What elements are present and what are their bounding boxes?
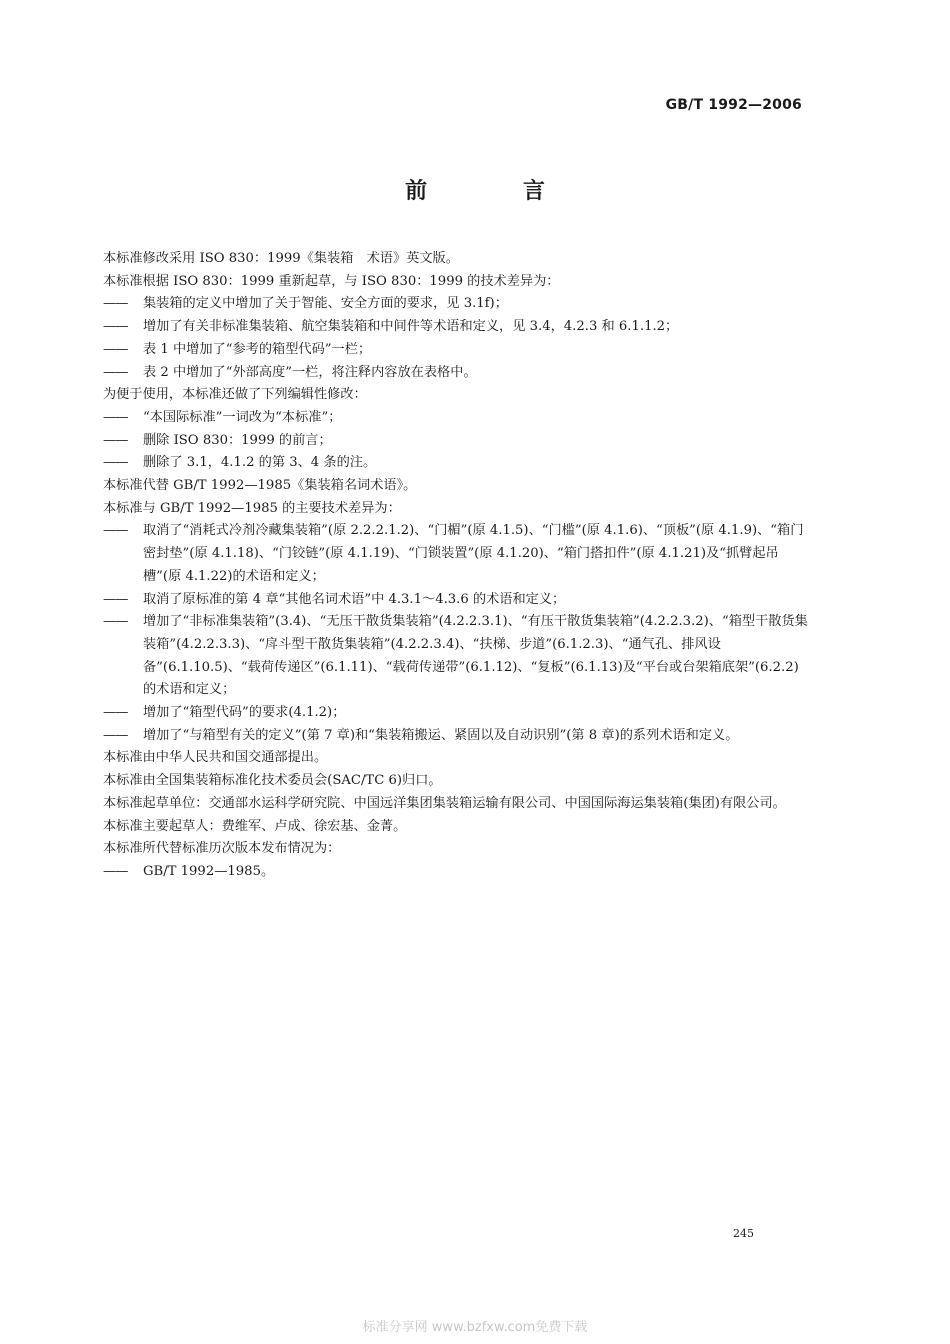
paragraph: 本标准与 GB/T 1992—1985 的主要技术差异为： xyxy=(103,500,401,516)
list-item xyxy=(103,316,811,339)
list-item xyxy=(103,589,811,612)
page-title: 前 言 xyxy=(405,179,589,204)
foreword-body xyxy=(103,248,811,884)
list-item xyxy=(103,520,811,588)
paragraph: 本标准起草单位：交通部水运科学研究院、中国远洋集团集装箱运输有限公司、中国国际海运集装箱(集团)有限公司。 xyxy=(103,795,786,811)
list-item-text: GB/T 1992—1985。 xyxy=(143,863,275,879)
paragraph: 本标准代替 GB/T 1992—1985《集装箱名词术语》。 xyxy=(103,478,417,494)
list-item xyxy=(103,725,811,748)
dash-marker: —— xyxy=(103,341,128,357)
paragraph: 为便于使用，本标准还做了下列编辑性修改： xyxy=(103,387,367,403)
list-item-text: 表 2 中增加了“外部高度”一栏，将注释内容放在表格中。 xyxy=(143,364,477,380)
list-item xyxy=(103,611,811,702)
list-item xyxy=(103,430,811,453)
dash-marker: —— xyxy=(103,364,128,380)
dash-marker: —— xyxy=(103,455,128,471)
list-item-text: 集装箱的定义中增加了关于智能、安全方面的要求，见 3.1f)； xyxy=(143,296,508,312)
list-item xyxy=(103,452,811,475)
dash-marker: —— xyxy=(103,409,128,425)
dash-marker: —— xyxy=(103,523,128,539)
dash-marker: —— xyxy=(103,432,128,448)
dash-marker: —— xyxy=(103,705,128,721)
list-item-text: 增加了“与箱型有关的定义”(第 7 章)和“集装箱搬运、紧固以及自动识别”(第 8 章)的系列术语和定义。 xyxy=(143,727,739,743)
paragraph: 本标准由全国集装箱标准化技术委员会(SAC/TC 6)归口。 xyxy=(103,773,442,789)
dash-marker: —— xyxy=(103,863,128,879)
paragraph: 本标准根据 ISO 830：1999 重新起草，与 ISO 830：1999 的技术差异为： xyxy=(103,273,560,289)
list-item xyxy=(103,362,811,385)
list-item-text: “本国际标准”一词改为“本标准”； xyxy=(143,409,342,425)
list-item-text: 增加了有关非标准集装箱、航空集装箱和中间件等术语和定义，见 3.4，4.2.3 和 6.1.1.2； xyxy=(143,319,679,335)
list-item xyxy=(103,702,811,725)
list-item xyxy=(103,407,811,430)
watermark: 标准分享网 www.bzfxw.com免费下载 xyxy=(362,1320,588,1335)
dash-marker: —— xyxy=(103,614,128,630)
standard-code: GB/T 1992—2006 xyxy=(665,97,802,113)
list-item xyxy=(103,293,811,316)
list-item xyxy=(103,339,811,362)
list-item-text: 删除 ISO 830：1999 的前言； xyxy=(143,432,332,448)
dash-marker: —— xyxy=(103,727,128,743)
list-item-text: 取消了原标准的第 4 章“其他名词术语”中 4.3.1～4.3.6 的术语和定义； xyxy=(143,591,566,607)
list-item-text: 取消了“消耗式冷剂冷藏集装箱”(原 2.2.2.1.2)、“门楣”(原 4.1.5)、“门槛”(原 4.1.6)、“顶板”(原 4.1.9)、“箱门密封垫”(原 4.1.18)、“门铰链”(原 4.1.19)、“门锁装置”(原 4.1.20)、“箱门搭扣件”(原 4.1.21)及“抓臂起吊槽”(原 4.1.22)的术语和定义； xyxy=(143,523,804,584)
page-number: 245 xyxy=(733,1227,754,1240)
paragraph: 本标准所代替标准历次版本发布情况为： xyxy=(103,841,341,857)
dash-marker: —— xyxy=(103,319,128,335)
dash-marker: —— xyxy=(103,296,128,312)
dash-marker: —— xyxy=(103,591,128,607)
list-item-text: 增加了“箱型代码”的要求(4.1.2)； xyxy=(143,705,346,721)
paragraph: 本标准修改采用 ISO 830：1999《集装箱 术语》英文版。 xyxy=(103,251,459,266)
paragraph: 本标准主要起草人：费维军、卢成、徐宏基、金菁。 xyxy=(103,818,407,834)
list-item-text: 删除了 3.1，4.1.2 的第 3、4 条的注。 xyxy=(143,455,377,471)
list-item-text: 增加了“非标准集装箱”(3.4)、“无压干散货集装箱”(4.2.2.3.1)、“有压干散货集装箱”(4.2.2.3.2)、“箱型干散货集装箱”(4.2.2.3.3)、“戽斗型干散货集装箱”(4.2.2.3.4)、“扶梯、步道”(6.1.2.3)、“通气孔、排风设备”(6.1.10.5)、“载荷传递区”(6.1.11)、“载荷传递带”(6.1.12)、“复板”(6.1.13)及“平台或台架箱底架”(6.2.2)的术语和定义； xyxy=(143,614,808,698)
list-item-text: 表 1 中增加了“参考的箱型代码”一栏； xyxy=(143,341,372,357)
list-item xyxy=(103,861,811,884)
paragraph: 本标准由中华人民共和国交通部提出。 xyxy=(103,750,328,766)
